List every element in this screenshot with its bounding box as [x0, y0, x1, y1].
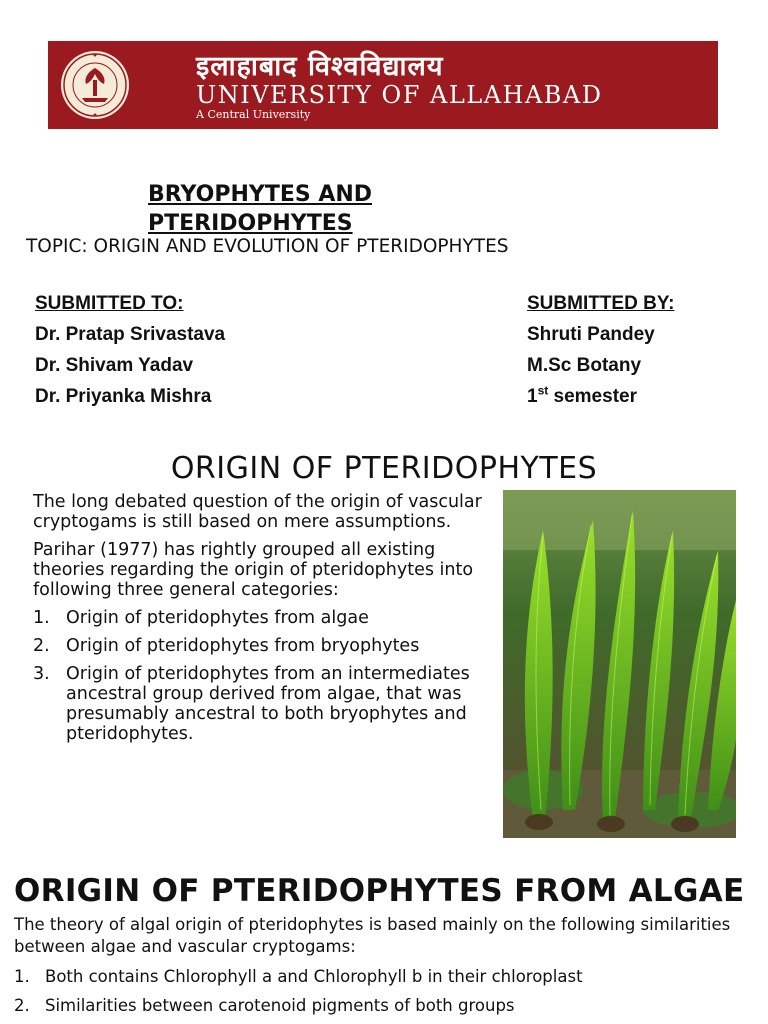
- section-origin-body: [33, 492, 503, 752]
- subject-title: BRYOPHYTES AND PTERIDOPHYTES: [148, 182, 373, 236]
- submitter-course: M.Sc Botany: [527, 355, 642, 376]
- list-item: 2. Similarities between carotenoid pigments of both groups: [14, 996, 515, 1015]
- submitted-to-heading: SUBMITTED TO:: [35, 293, 184, 314]
- section-heading-origin: ORIGIN OF PTERIDOPHYTES: [170, 451, 598, 486]
- university-seal-logo: [60, 50, 130, 120]
- section-algae-body: [14, 914, 759, 1024]
- submitted-to-block: [35, 288, 225, 412]
- submitted-by-heading: SUBMITTED BY:: [527, 293, 675, 314]
- list-item: 3. Origin of pteridophytes from an intermediates ancestral group derived from algae, that was presumably ancestral to both bryophytes and pteridophytes.: [33, 664, 470, 744]
- paragraph: Parihar (1977) has rightly grouped all existing theories regarding the origin of pteridophytes into following three general categories:: [33, 540, 474, 600]
- submitted-by-block: [527, 288, 674, 412]
- submitted-to-name: Dr. Priyanka Mishra: [35, 386, 212, 407]
- list-item: 2. Origin of pteridophytes from bryophytes: [33, 636, 420, 656]
- list-item: 1. Origin of pteridophytes from algae: [33, 608, 369, 628]
- submitter-name: Shruti Pandey: [527, 324, 655, 345]
- paragraph: The long debated question of the origin of vascular cryptogams is still based on mere assumptions.: [33, 492, 482, 532]
- topic-line: TOPIC: ORIGIN AND EVOLUTION OF PTERIDOPHYTES: [26, 236, 509, 257]
- banner-tagline: A Central University: [196, 108, 311, 121]
- list-item: 1. Both contains Chlorophyll a and Chlorophyll b in their chloroplast: [14, 967, 583, 986]
- banner-english-name: UNIVERSITY OF ALLAHABAD: [196, 81, 603, 109]
- origin-categories-list: [33, 608, 503, 744]
- submitted-to-name: Dr. Pratap Srivastava: [35, 324, 226, 345]
- section-heading-algae: ORIGIN OF PTERIDOPHYTES FROM ALGAE: [14, 873, 745, 909]
- paragraph: The theory of algal origin of pteridophytes is based mainly on the following similarities between algae and vascular cryptogams:: [14, 915, 731, 956]
- submitter-semester: 1st semester: [527, 383, 637, 407]
- fern-photo: [503, 490, 736, 838]
- similarities-list: [14, 966, 759, 1017]
- university-banner: [48, 41, 718, 129]
- banner-hindi-name: इलाहाबाद विश्वविद्यालय: [196, 51, 444, 82]
- submitted-to-name: Dr. Shivam Yadav: [35, 355, 194, 376]
